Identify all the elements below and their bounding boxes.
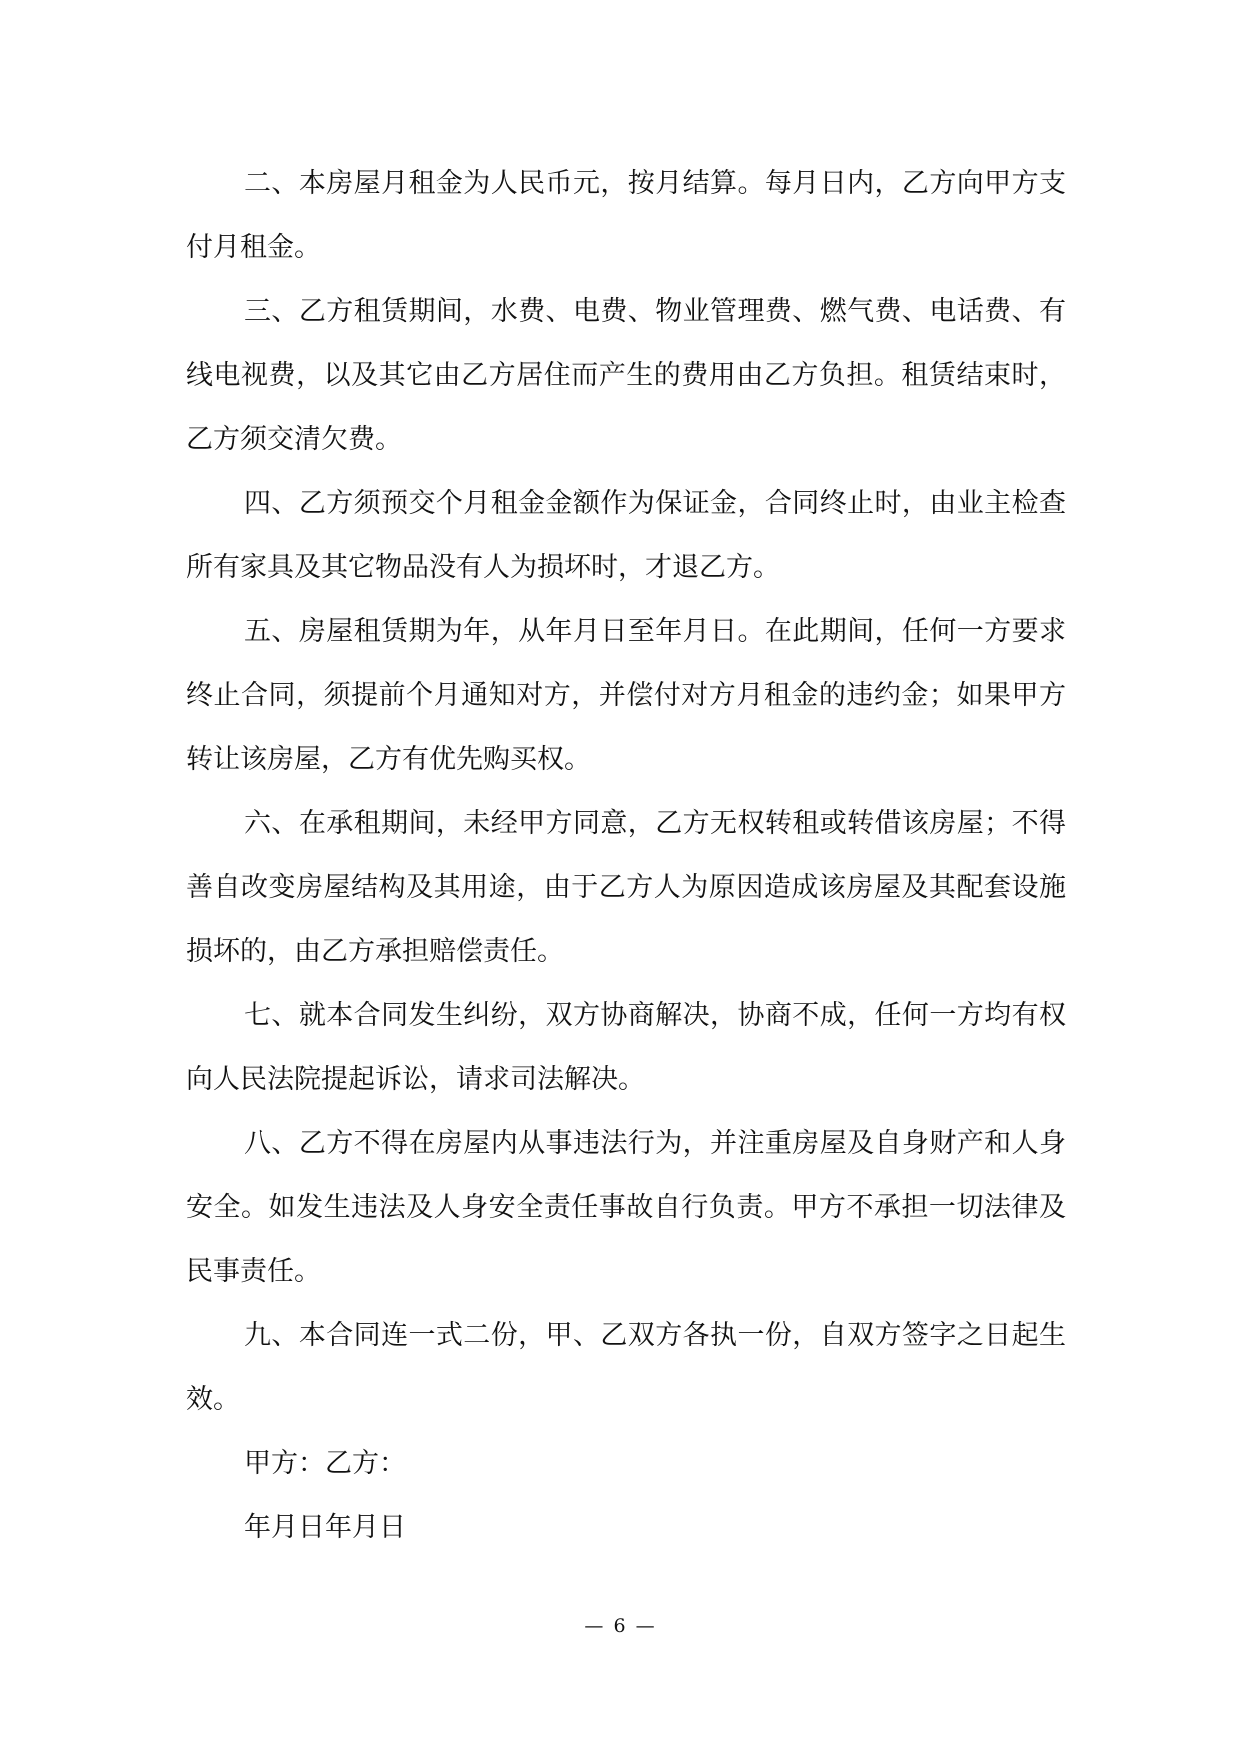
clause-8-conduct: 八、乙方不得在房屋内从事违法行为，并注重房屋及自身财产和人身安全。如发生违法及人身安全责任事故自行负责。甲方不承担一切法律及民事责任。: [186, 1128, 1066, 1287]
contract-body: [186, 152, 1066, 1560]
clause-7-disputes: 七、就本合同发生纠纷，双方协商解决，协商不成，任何一方均有权向人民法院提起诉讼，请求司法解决。: [186, 1000, 1066, 1095]
clause-2-rent: 二、本房屋月租金为人民币元，按月结算。每月日内，乙方向甲方支付月租金。: [186, 168, 1066, 263]
signature-dates: 年月日年月日: [244, 1512, 406, 1543]
clause-6-sublease: 六、在承租期间，未经甲方同意，乙方无权转租或转借该房屋；不得善自改变房屋结构及其用途，由于乙方人为原因造成该房屋及其配套设施损坏的，由乙方承担赔偿责任。: [186, 808, 1066, 967]
clause-5-term: 五、房屋租赁期为年，从年月日至年月日。在此期间，任何一方要求终止合同，须提前个月通知对方，并偿付对方月租金的违约金；如果甲方转让该房屋，乙方有优先购买权。: [186, 616, 1066, 775]
clause-9-copies: 九、本合同连一式二份，甲、乙双方各执一份，自双方签字之日起生效。: [186, 1320, 1066, 1415]
clause-3-utilities: 三、乙方租赁期间，水费、电费、物业管理费、燃气费、电话费、有线电视费，以及其它由乙方居住而产生的费用由乙方负担。租赁结束时，乙方须交清欠费。: [186, 296, 1066, 455]
page-number: — 6 —: [584, 1615, 657, 1637]
clause-4-deposit: 四、乙方须预交个月租金金额作为保证金，合同终止时，由业主检查所有家具及其它物品没有人为损坏时，才退乙方。: [186, 488, 1066, 583]
signature-parties: 甲方：乙方：: [244, 1448, 406, 1479]
